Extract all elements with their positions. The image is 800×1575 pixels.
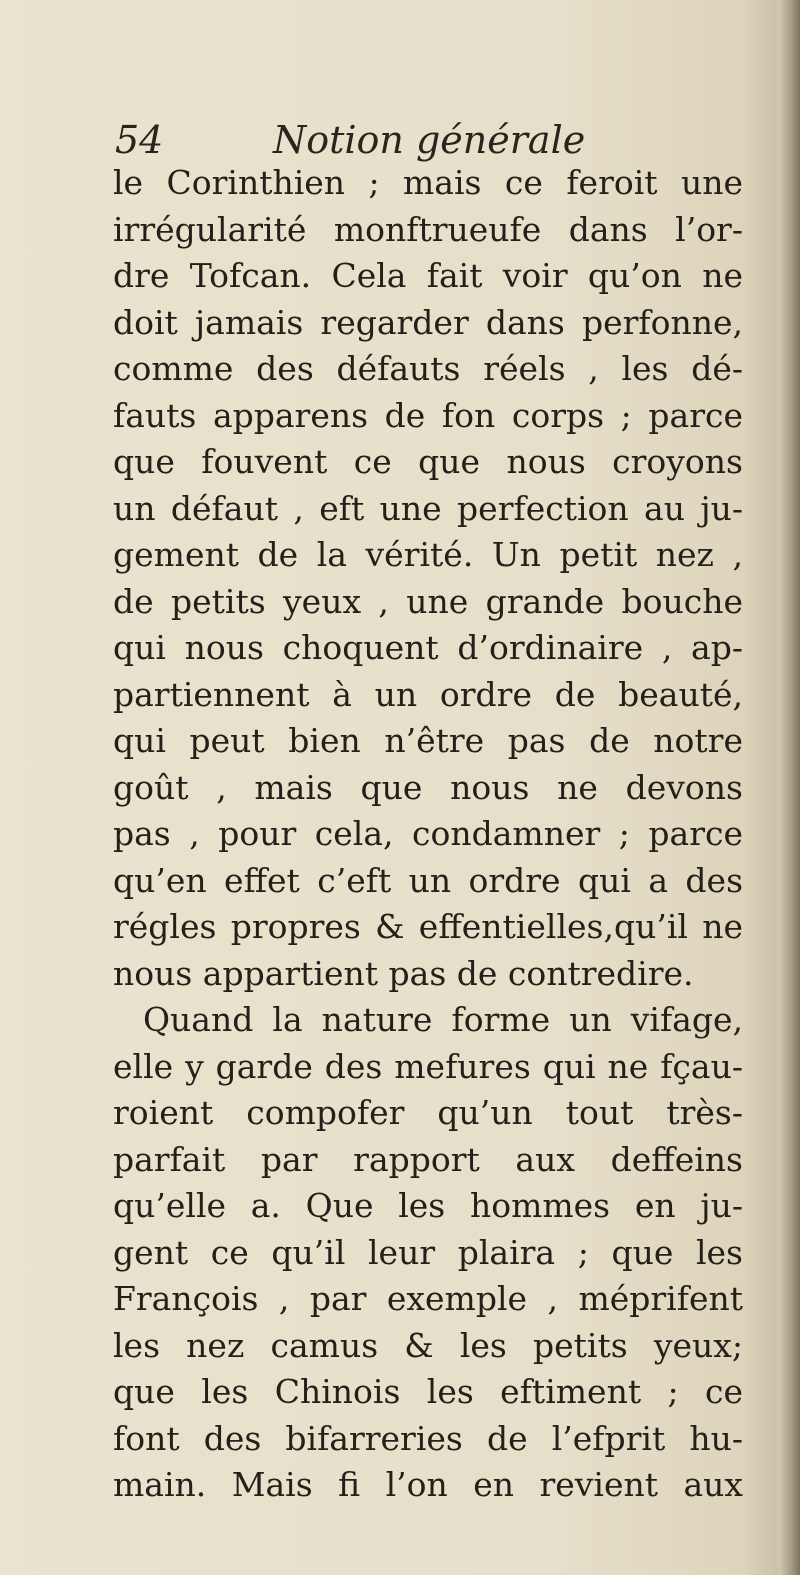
text-line: qui nous choquent d’ordinaire , ap- bbox=[113, 628, 743, 667]
text-line: Quand la nature forme un vifage, bbox=[143, 1000, 743, 1039]
text-line: régles propres & effentielles,qu’il ne bbox=[113, 907, 743, 946]
text-line: main. Mais fi l’on en revient aux bbox=[113, 1465, 743, 1504]
text-line: nous appartient pas de contredire. bbox=[113, 953, 694, 993]
body-text bbox=[113, 160, 743, 1509]
text-line: François , par exemple , méprifent bbox=[113, 1279, 743, 1318]
text-line: que fouvent ce que nous croyons bbox=[113, 442, 743, 481]
text-line: les nez camus & les petits yeux; bbox=[113, 1325, 743, 1365]
text-line: comme des défauts réels , les dé- bbox=[113, 349, 743, 388]
page-number: 54 bbox=[115, 118, 164, 162]
text-line: de petits yeux , une grande bouche bbox=[113, 581, 743, 621]
text-line: partiennent à un ordre de beauté, bbox=[113, 674, 743, 714]
text-line: gent ce qu’il leur plaira ; que les bbox=[113, 1232, 743, 1272]
text-line: pas , pour cela, condamner ; parce bbox=[113, 814, 743, 853]
text-line: fauts apparens de fon corps ; parce bbox=[113, 395, 743, 435]
text-line: le Corinthien ; mais ce feroit une bbox=[113, 163, 743, 202]
running-title: Notion générale bbox=[273, 118, 586, 162]
text-line: qui peut bien n’être pas de notre bbox=[113, 721, 743, 760]
page-edge-shadow bbox=[778, 0, 800, 1575]
text-line: qu’elle a. Que les hommes en ju- bbox=[113, 1186, 743, 1225]
text-line: doit jamais regarder dans perfonne, bbox=[113, 302, 743, 342]
text-line: gement de la vérité. Un petit nez , bbox=[113, 535, 743, 574]
text-line: qu’en effet c’eft un ordre qui a des bbox=[113, 860, 743, 900]
text-line: goût , mais que nous ne devons bbox=[113, 767, 743, 807]
text-line: un défaut , eft une perfection au ju- bbox=[113, 488, 743, 528]
text-line: que les Chinois les eftiment ; ce bbox=[113, 1372, 743, 1411]
text-line: parfait par rapport aux deffeins bbox=[113, 1139, 743, 1179]
text-line: irrégularité monftrueufe dans l’or- bbox=[113, 209, 743, 249]
text-line: elle y garde des mefures qui ne fçau- bbox=[113, 1046, 743, 1086]
text-line: roient compofer qu’un tout très- bbox=[113, 1093, 743, 1132]
text-line: font des bifarreries de l’efprit hu- bbox=[113, 1418, 743, 1458]
text-line: dre Tofcan. Cela fait voir qu’on ne bbox=[113, 256, 743, 295]
